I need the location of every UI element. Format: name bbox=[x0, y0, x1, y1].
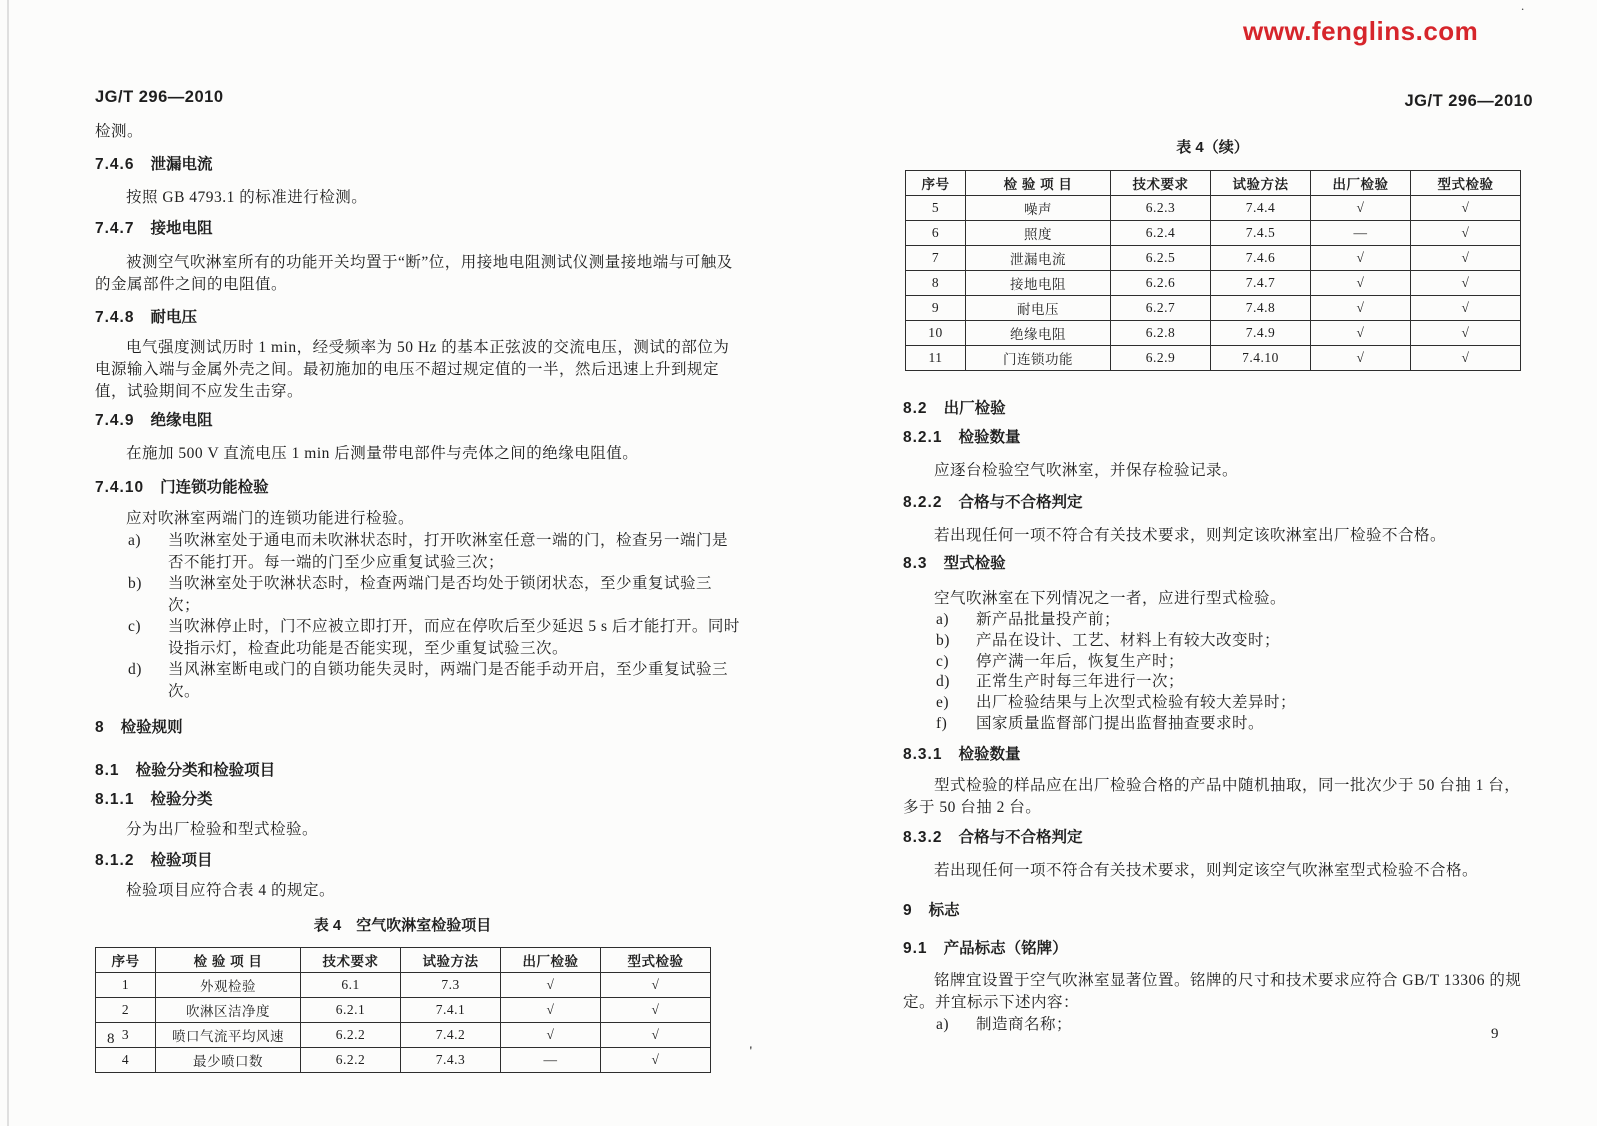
list-item bbox=[903, 610, 1533, 631]
paragraph: 若出现任何一项不符合有关技术要求，则判定该吹淋室出厂检验不合格。 bbox=[934, 527, 1447, 544]
list-item bbox=[95, 616, 740, 659]
table-cell: 4 bbox=[96, 1048, 156, 1073]
chapter-number: 8 bbox=[95, 719, 105, 736]
table-row bbox=[96, 973, 711, 998]
table-cell: 3 bbox=[96, 1023, 156, 1048]
table-caption: 表 4 空气吹淋室检验项目 bbox=[313, 917, 492, 934]
table-4 bbox=[95, 947, 711, 1073]
list-item-text: 正常生产时每三年进行一次； bbox=[976, 673, 1185, 691]
section-heading-8-3-1 bbox=[903, 745, 1533, 765]
section-number: 8.2.1 bbox=[903, 429, 943, 446]
section-title: 产品标志（铭牌） bbox=[943, 939, 1068, 957]
section-title: 绝缘电阻 bbox=[150, 412, 213, 429]
table-cell: 外观检验 bbox=[156, 973, 301, 998]
table-cell: √ bbox=[1411, 321, 1521, 346]
section-heading-8-3 bbox=[903, 554, 1533, 574]
section-title: 出厂检验 bbox=[943, 400, 1006, 417]
right-page-header: JG/T 296—2010 bbox=[1404, 92, 1533, 110]
section-number: 7.4.10 bbox=[95, 479, 145, 496]
col-header: 检 验 项 目 bbox=[966, 171, 1111, 196]
list-item bbox=[903, 652, 1533, 673]
section-number: 8.3.1 bbox=[903, 745, 943, 763]
table-cell: 6 bbox=[906, 221, 966, 246]
table-cell: 接地电阻 bbox=[966, 271, 1111, 296]
section-number: 8.1 bbox=[95, 762, 120, 779]
ordered-list-8-3 bbox=[903, 610, 1533, 735]
table-cell: 5 bbox=[906, 196, 966, 221]
list-item-label: f) bbox=[936, 714, 948, 732]
list-item-label: b) bbox=[936, 631, 950, 649]
list-item-text: 当风淋室断电或门的自锁功能失灵时，两端门是否能手动开启，至少重复试验三次。 bbox=[168, 661, 729, 700]
list-item-text: 产品在设计、工艺、材料上有较大改变时； bbox=[976, 631, 1281, 649]
table-cell: 11 bbox=[906, 346, 966, 371]
table-cell: √ bbox=[601, 1048, 711, 1073]
chapter-title: 标志 bbox=[928, 901, 960, 919]
ordered-list-7-4-10 bbox=[95, 530, 740, 702]
list-item-label: d) bbox=[936, 673, 950, 691]
col-header: 试验方法 bbox=[1211, 171, 1311, 196]
table-cell: √ bbox=[501, 998, 601, 1023]
paragraph: 电气强度测试历时 1 min，经受频率为 50 Hz 的基本正弦波的交流电压，测试的部位为电源输入端与金属外壳之间。最初施加的电压不超过规定值的一半，然后迅速上升到规定值，试验期间不应发生击穿。 bbox=[95, 339, 730, 400]
paragraph: 应对吹淋室两端门的连锁功能进行检验。 bbox=[126, 510, 415, 527]
table-4-continued-block bbox=[905, 138, 1520, 371]
paragraph: 分为出厂检验和型式检验。 bbox=[126, 821, 319, 838]
table-cell: 噪声 bbox=[966, 196, 1111, 221]
table-cell: 绝缘电阻 bbox=[966, 321, 1111, 346]
section-number: 8.1.1 bbox=[95, 791, 135, 808]
col-header: 出厂检验 bbox=[501, 948, 601, 973]
list-item-text: 当吹淋室处于吹淋状态时，检查两端门是否均处于锁闭状态，至少重复试验三次； bbox=[168, 575, 713, 614]
col-header: 序号 bbox=[96, 948, 156, 973]
table-row bbox=[96, 1023, 711, 1048]
col-header: 型式检验 bbox=[601, 948, 711, 973]
table-cell: 6.2.1 bbox=[301, 998, 401, 1023]
list-item bbox=[95, 573, 740, 616]
chapter-heading-9 bbox=[903, 901, 1533, 921]
paragraph: 被测空气吹淋室所有的功能开关均置于“断”位，用接地电阻测试仪测量接地端与可触及的金属部件之间的电阻值。 bbox=[95, 254, 733, 293]
table-cell: 门连锁功能 bbox=[966, 346, 1111, 371]
table-cell: 6.2.3 bbox=[1111, 196, 1211, 221]
table-cell: √ bbox=[1311, 296, 1411, 321]
table-cell: 6.2.7 bbox=[1111, 296, 1211, 321]
table-row bbox=[906, 346, 1521, 371]
table-cell: √ bbox=[1311, 271, 1411, 296]
ordered-list-9-1 bbox=[903, 1014, 1533, 1036]
table-cell: 7.4.5 bbox=[1211, 221, 1311, 246]
table-cell: 9 bbox=[906, 296, 966, 321]
table-cell: √ bbox=[601, 973, 711, 998]
watermark-url: www.fenglins.com bbox=[1243, 16, 1479, 46]
list-item bbox=[903, 714, 1533, 735]
table-cell: 8 bbox=[906, 271, 966, 296]
table-cell: 1 bbox=[96, 973, 156, 998]
section-heading-7-4-10 bbox=[95, 478, 740, 498]
section-heading-8-2-2 bbox=[903, 493, 1533, 513]
table-cell: 7.3 bbox=[401, 973, 501, 998]
table-cell: √ bbox=[1311, 346, 1411, 371]
list-item-label: e) bbox=[936, 694, 950, 712]
table-cell: 7.4.4 bbox=[1211, 196, 1311, 221]
section-heading-7-4-6 bbox=[95, 155, 740, 175]
col-header: 技术要求 bbox=[301, 948, 401, 973]
list-item-text: 制造商名称； bbox=[976, 1015, 1073, 1033]
section-number: 7.4.7 bbox=[95, 220, 135, 237]
section-number: 8.3 bbox=[903, 555, 928, 572]
table-cell: √ bbox=[601, 998, 711, 1023]
table-cell: — bbox=[1311, 221, 1411, 246]
paragraph: 铭牌宜设置于空气吹淋室显著位置。铭牌的尺寸和技术要求应符合 GB/T 13306 的规定。并宜标示下述内容： bbox=[903, 971, 1522, 1011]
table-row bbox=[96, 1048, 711, 1073]
list-item-label: a) bbox=[128, 532, 142, 549]
section-number: 8.2 bbox=[903, 400, 928, 417]
list-item-text: 当吹淋室处于通电而未吹淋状态时，打开吹淋室任意一端的门，检查另一端门是否不能打开。每一端的门至少应重复试验三次； bbox=[168, 532, 729, 571]
table-header-row bbox=[96, 948, 711, 973]
table-cell: 2 bbox=[96, 998, 156, 1023]
section-title: 接地电阻 bbox=[150, 220, 213, 237]
table-cell: 6.1 bbox=[301, 973, 401, 998]
chapter-number: 9 bbox=[903, 901, 913, 919]
section-heading-8-1 bbox=[95, 761, 740, 781]
table-cell: 6.2.5 bbox=[1111, 246, 1211, 271]
table-cell: √ bbox=[1411, 196, 1521, 221]
section-heading-8-2-1 bbox=[903, 428, 1533, 448]
list-item-text: 停产满一年后，恢复生产时； bbox=[976, 652, 1185, 670]
table-cell: √ bbox=[601, 1023, 711, 1048]
section-heading-7-4-7 bbox=[95, 219, 740, 239]
section-heading-7-4-9 bbox=[95, 411, 740, 431]
table-cell: 泄漏电流 bbox=[966, 246, 1111, 271]
table-cell: √ bbox=[501, 1023, 601, 1048]
table-cell: 7 bbox=[906, 246, 966, 271]
list-item-text: 当吹淋停止时，门不应被立即打开，而应在停吹后至少延迟 5 s 后才能打开。同时设指示灯，检查此功能是否能实现，至少重复试验三次。 bbox=[168, 618, 740, 657]
table-row bbox=[906, 246, 1521, 271]
list-item bbox=[903, 631, 1533, 652]
scan-speck: ' bbox=[749, 1043, 753, 1058]
section-heading-9-1 bbox=[903, 939, 1533, 959]
list-item-label: b) bbox=[128, 575, 142, 592]
section-heading-8-3-2 bbox=[903, 828, 1533, 848]
table-header-row bbox=[906, 171, 1521, 196]
left-page bbox=[95, 88, 740, 1073]
paragraph: 空气吹淋室在下列情况之一者，应进行型式检验。 bbox=[934, 590, 1287, 607]
scan-speck: . bbox=[1521, 0, 1525, 13]
table-cell: 吹淋区洁净度 bbox=[156, 998, 301, 1023]
paragraph: 应逐台检验空气吹淋室，并保存检验记录。 bbox=[934, 462, 1239, 479]
table-cell: √ bbox=[1311, 196, 1411, 221]
table-cell: √ bbox=[1411, 296, 1521, 321]
table-cell: √ bbox=[1311, 246, 1411, 271]
list-item-label: a) bbox=[936, 1015, 950, 1033]
section-number: 7.4.9 bbox=[95, 412, 135, 429]
table-cell: 最少喷口数 bbox=[156, 1048, 301, 1073]
list-item bbox=[903, 693, 1533, 714]
table-cell: 6.2.6 bbox=[1111, 271, 1211, 296]
list-item bbox=[95, 659, 740, 702]
col-header: 型式检验 bbox=[1411, 171, 1521, 196]
chapter-heading-8 bbox=[95, 718, 740, 738]
section-number: 8.1.2 bbox=[95, 852, 135, 869]
table-cell: — bbox=[501, 1048, 601, 1073]
list-item bbox=[95, 530, 740, 573]
table-cell: 喷口气流平均风速 bbox=[156, 1023, 301, 1048]
section-heading-8-1-1 bbox=[95, 790, 740, 810]
list-item-label: d) bbox=[128, 661, 142, 678]
paragraph: 若出现任何一项不符合有关技术要求，则判定该空气吹淋室型式检验不合格。 bbox=[934, 861, 1479, 879]
list-item-text: 新产品批量投产前； bbox=[976, 611, 1121, 628]
section-heading-7-4-8 bbox=[95, 308, 740, 328]
paragraph: 在施加 500 V 直流电压 1 min 后测量带电部件与壳体之间的绝缘电阻值。 bbox=[126, 445, 639, 462]
table-row bbox=[96, 998, 711, 1023]
table-cell: 7.4.2 bbox=[401, 1023, 501, 1048]
table-row bbox=[906, 271, 1521, 296]
table-cell: 10 bbox=[906, 321, 966, 346]
section-title: 耐电压 bbox=[150, 309, 197, 326]
section-title: 合格与不合格判定 bbox=[958, 494, 1083, 511]
col-header: 技术要求 bbox=[1111, 171, 1211, 196]
section-title: 门连锁功能检验 bbox=[160, 479, 269, 496]
paragraph-continuation: 检测。 bbox=[95, 123, 144, 140]
paragraph: 按照 GB 4793.1 的标准进行检测。 bbox=[126, 189, 368, 206]
section-title: 型式检验 bbox=[943, 555, 1006, 572]
list-item bbox=[903, 672, 1533, 693]
table-cell: 7.4.7 bbox=[1211, 271, 1311, 296]
section-title: 检验项目 bbox=[150, 852, 213, 869]
table-cell: 7.4.6 bbox=[1211, 246, 1311, 271]
table-cell: 7.4.10 bbox=[1211, 346, 1311, 371]
section-heading-8-1-2 bbox=[95, 851, 740, 871]
table-cell: √ bbox=[501, 973, 601, 998]
scan-edge-line bbox=[7, 0, 9, 1126]
table-4-continued bbox=[905, 170, 1521, 371]
list-item-label: c) bbox=[128, 618, 142, 635]
table-cell: √ bbox=[1411, 271, 1521, 296]
paragraph: 检验项目应符合表 4 的规定。 bbox=[126, 882, 336, 899]
right-page bbox=[903, 84, 1533, 1035]
table-cell: 耐电压 bbox=[966, 296, 1111, 321]
section-number: 7.4.8 bbox=[95, 309, 135, 326]
table-row bbox=[906, 221, 1521, 246]
section-title: 检验数量 bbox=[958, 429, 1021, 446]
section-title: 检验分类和检验项目 bbox=[135, 762, 276, 779]
table-cell: 7.4.9 bbox=[1211, 321, 1311, 346]
section-number: 8.2.2 bbox=[903, 494, 943, 511]
section-number: 9.1 bbox=[903, 939, 928, 957]
list-item-label: a) bbox=[936, 611, 950, 628]
table-row bbox=[906, 196, 1521, 221]
list-item bbox=[903, 1014, 1533, 1036]
section-title: 泄漏电流 bbox=[150, 156, 213, 173]
table-cell: 6.2.8 bbox=[1111, 321, 1211, 346]
col-header: 检 验 项 目 bbox=[156, 948, 301, 973]
section-number: 8.3.2 bbox=[903, 828, 943, 846]
list-item-text: 出厂检验结果与上次型式检验有较大差异时； bbox=[976, 694, 1297, 712]
table-cell: √ bbox=[1411, 346, 1521, 371]
table-row bbox=[906, 321, 1521, 346]
table-cell: 7.4.8 bbox=[1211, 296, 1311, 321]
col-header: 试验方法 bbox=[401, 948, 501, 973]
table-cell: 照度 bbox=[966, 221, 1111, 246]
table-cell: 7.4.1 bbox=[401, 998, 501, 1023]
left-page-number: 8 bbox=[107, 1031, 115, 1047]
table-row bbox=[906, 296, 1521, 321]
table-cell: √ bbox=[1411, 246, 1521, 271]
left-page-header: JG/T 296—2010 bbox=[95, 88, 224, 106]
table-cell: 6.2.2 bbox=[301, 1048, 401, 1073]
section-title: 检验分类 bbox=[150, 791, 213, 808]
section-title: 检验数量 bbox=[958, 745, 1021, 763]
col-header: 出厂检验 bbox=[1311, 171, 1411, 196]
section-heading-8-2 bbox=[903, 399, 1533, 419]
table-4-block bbox=[95, 916, 710, 1073]
col-header: 序号 bbox=[906, 171, 966, 196]
table-cell: √ bbox=[1411, 221, 1521, 246]
table-cell: √ bbox=[1311, 321, 1411, 346]
section-number: 7.4.6 bbox=[95, 156, 135, 173]
table-caption: 表 4（续） bbox=[1176, 139, 1249, 156]
table-cell: 6.2.2 bbox=[301, 1023, 401, 1048]
table-cell: 6.2.9 bbox=[1111, 346, 1211, 371]
right-page-number: 9 bbox=[1491, 1026, 1499, 1042]
table-cell: 6.2.4 bbox=[1111, 221, 1211, 246]
table-cell: 7.4.3 bbox=[401, 1048, 501, 1073]
list-item-text: 国家质量监督部门提出监督抽查要求时。 bbox=[976, 714, 1265, 732]
chapter-title: 检验规则 bbox=[120, 719, 183, 736]
paragraph: 型式检验的样品应在出厂检验合格的产品中随机抽取，同一批次少于 50 台抽 1 台，多于 50 台抽 2 台。 bbox=[903, 776, 1521, 817]
list-item-label: c) bbox=[936, 652, 950, 670]
section-title: 合格与不合格判定 bbox=[958, 828, 1083, 846]
